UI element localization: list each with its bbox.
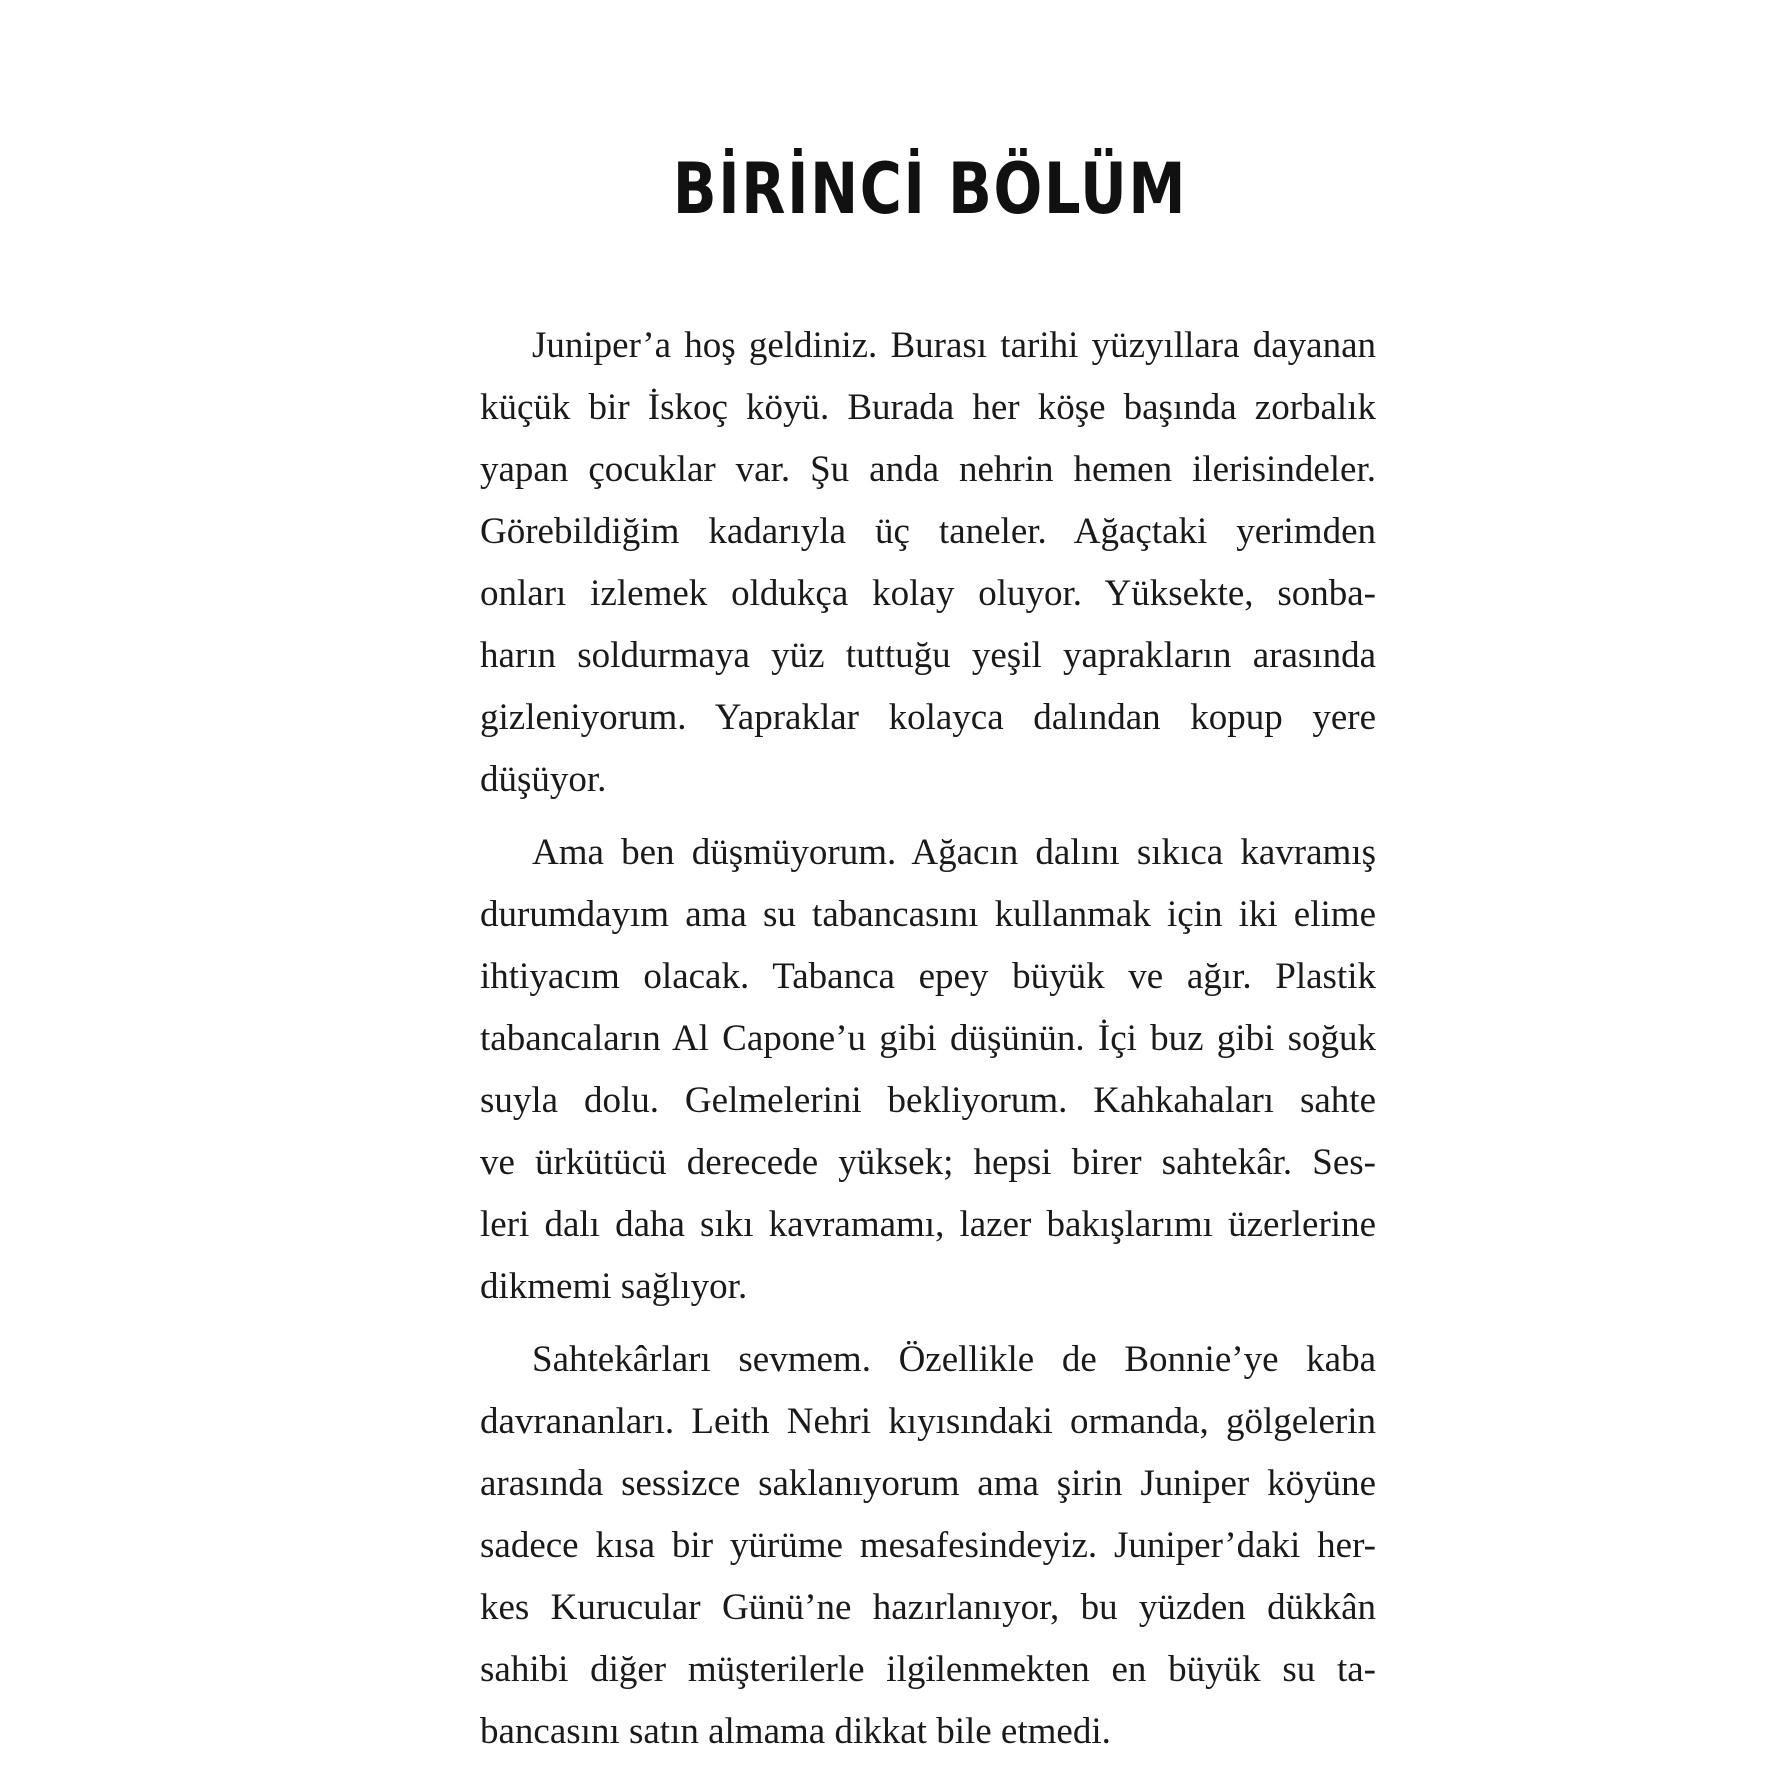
text-line: Ama ben düşmüyorum. Ağacın dalını sıkıca kavramış (532, 832, 1376, 873)
text-line: Sahtekârları sevmem. Özellikle de Bonnie’ye kaba (532, 1339, 1376, 1380)
text-line: leri dalı daha sıkı kavramamı, lazer bakışlarımı üzerlerine (480, 1204, 1376, 1245)
text-line: Görebildiğim kadarıyla üç taneler. Ağaçtaki yerimden (480, 511, 1376, 552)
text-line: harın soldurmaya yüz tuttuğu yeşil yaprakların arasında (480, 635, 1376, 676)
text-line: sahibi diğer müşterilerle ilgilenmekten en büyük su ta- (480, 1649, 1376, 1690)
text-line: tabancaların Al Capone’u gibi düşünün. İçi buz gibi soğuk (480, 1018, 1376, 1059)
paragraph-1 (480, 315, 1376, 811)
text-line: dikmemi sağlıyor. (480, 1266, 748, 1307)
text-line: sadece kısa bir yürüme mesafesindeyiz. Juniper’daki her- (480, 1525, 1376, 1566)
text-line: ihtiyacım olacak. Tabanca epey büyük ve ağır. Plastik (480, 956, 1376, 997)
chapter-title: BİRİNCİ BÖLÜM (672, 148, 1188, 230)
text-line: davrananları. Leith Nehri kıyısındaki ormanda, gölgelerin (480, 1401, 1376, 1442)
text-line: bancasını satın almama dikkat bile etmedi. (480, 1711, 1111, 1752)
paragraph-3 (480, 1329, 1376, 1763)
text-line: arasında sessizce saklanıyorum ama şirin Juniper köyüne (480, 1463, 1376, 1504)
text-line: gizleniyorum. Yapraklar kolayca dalından kopup yere (480, 697, 1376, 738)
paragraph-2 (480, 822, 1376, 1318)
text-line: suyla dolu. Gelmelerini bekliyorum. Kahkahaları sahte (480, 1080, 1376, 1121)
text-line: durumdayım ama su tabancasını kullanmak için iki elime (480, 894, 1376, 935)
text-line: Juniper’a hoş geldiniz. Burası tarihi yüzyıllara dayanan (532, 325, 1376, 366)
text-line: ve ürkütücü derecede yüksek; hepsi birer sahtekâr. Ses- (480, 1142, 1376, 1183)
text-line: küçük bir İskoç köyü. Burada her köşe başında zorbalık (480, 387, 1376, 428)
text-line: yapan çocuklar var. Şu anda nehrin hemen ilerisindeler. (480, 449, 1376, 490)
text-line: onları izlemek oldukça kolay oluyor. Yüksekte, sonba- (480, 573, 1376, 614)
chapter-body (480, 315, 1376, 1774)
text-line: düşüyor. (480, 759, 607, 800)
text-line: kes Kurucular Günü’ne hazırlanıyor, bu yüzden dükkân (480, 1587, 1376, 1628)
